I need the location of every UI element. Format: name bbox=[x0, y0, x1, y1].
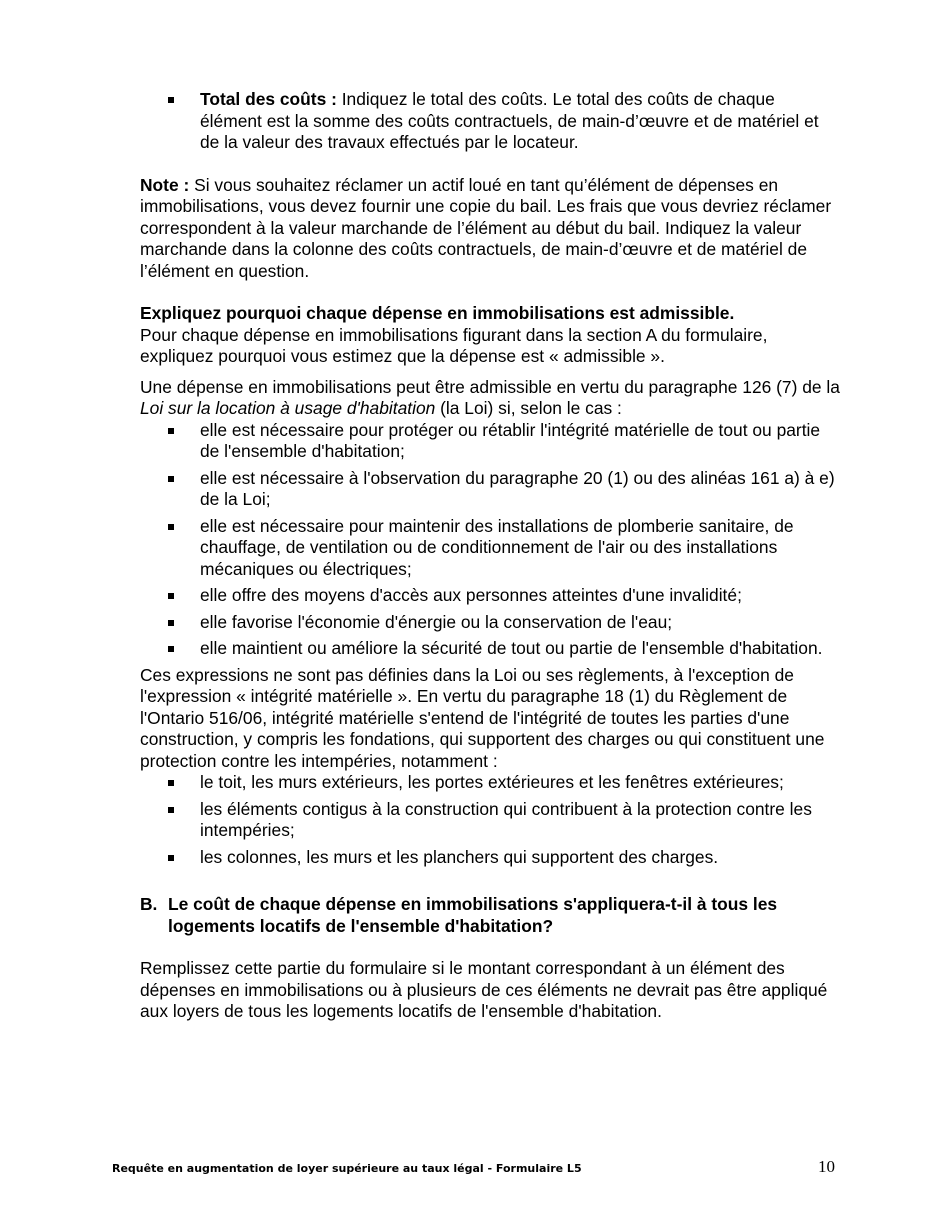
section-b-text: Remplissez cette partie du formulaire si le montant correspondant à un élément des dépenses en immobilisations ou à plusieurs de ces éléments ne devrait pas être appliqué aux loyers de tous les logements locatifs de l'ensemble d'habitation. bbox=[140, 958, 828, 1021]
list-item: elle est nécessaire pour protéger ou rétablir l'intégrité matérielle de tout ou partie de l'ensemble d'habitation; bbox=[140, 420, 840, 463]
list-item: les éléments contigus à la construction qui contribuent à la protection contre les intempéries; bbox=[140, 799, 840, 842]
list-item: elle favorise l'économie d'énergie ou la conservation de l'eau; bbox=[140, 612, 840, 634]
section-b-title: Le coût de chaque dépense en immobilisations s'appliquera-t-il à tous les logements locatifs de l'ensemble d'habitation? bbox=[168, 894, 778, 936]
eligible-intro-after: (la Loi) si, selon le cas : bbox=[435, 398, 622, 418]
integrity-paragraph: Ces expressions ne sont pas définies dans la Loi ou ses règlements, à l'exception de l'expression « intégrité matérielle ». En vertu du paragraphe 18 (1) du Règlement de l'Ontario 516/06, intégrité matérielle s'entend de l'intégrité de toutes les parties d'une construction, y compris les fondations, qui supportent des charges ou qui constituent une protection contre les intempéries, notamment : bbox=[140, 664, 825, 771]
eligible-list bbox=[140, 420, 840, 660]
integrity-list bbox=[140, 772, 840, 868]
list-item: le toit, les murs extérieurs, les portes extérieures et les fenêtres extérieures; bbox=[140, 772, 840, 794]
section-b-heading bbox=[140, 894, 840, 937]
list-item: elle maintient ou améliore la sécurité de tout ou partie de l'ensemble d'habitation. bbox=[140, 638, 840, 660]
total-costs-list bbox=[140, 89, 840, 154]
law-title: Loi sur la location à usage d'habitation bbox=[140, 398, 436, 418]
document-body bbox=[140, 89, 840, 1023]
page-number: 10 bbox=[818, 1157, 835, 1176]
list-item: elle est nécessaire à l'observation du paragraphe 20 (1) ou des alinéas 161 a) à e) de la Loi; bbox=[140, 468, 840, 511]
note-paragraph bbox=[140, 175, 840, 283]
list-item bbox=[140, 89, 840, 154]
eligible-intro bbox=[140, 377, 840, 420]
total-costs-text: Indiquez le total des coûts. Le total des coûts de chaque élément est la somme des coûts contractuels, de main-d’œuvre et de matériel et de la valeur des travaux effectués par le locateur. bbox=[200, 89, 819, 152]
eligible-intro-before: Une dépense en immobilisations peut être admissible en vertu du paragraphe 126 (7) de la bbox=[140, 376, 840, 397]
total-costs-label: Total des coûts : bbox=[200, 89, 337, 109]
list-item: elle est nécessaire pour maintenir des installations de plomberie sanitaire, de chauffage, de ventilation ou de conditionnement de l'air ou des installations mécaniques ou électriques; bbox=[140, 516, 840, 581]
footer-title: Requête en augmentation de loyer supérieure au taux légal - Formulaire L5 bbox=[112, 1162, 582, 1175]
note-label: Note : bbox=[140, 174, 190, 195]
note-text: Si vous souhaitez réclamer un actif loué en tant qu’élément de dépenses en immobilisations, vous devez fournir une copie du bail. Les frais que vous devriez réclamer correspondent à la valeur marchande de l’élément au début du bail. Indiquez la valeur marchande dans la colonne des coûts contractuels, de main-d’œuvre et de matériel de l’élément en question. bbox=[140, 174, 832, 281]
list-item: elle offre des moyens d'accès aux personnes atteintes d'une invalidité; bbox=[140, 585, 840, 607]
section-letter: B. bbox=[140, 894, 158, 914]
explain-heading: Expliquez pourquoi chaque dépense en immobilisations est admissible. bbox=[140, 303, 735, 323]
list-item: les colonnes, les murs et les planchers qui supportent des charges. bbox=[140, 847, 840, 869]
explain-text: Pour chaque dépense en immobilisations figurant dans la section A du formulaire, expliquez pourquoi vous estimez que la dépense est « admissible ». bbox=[140, 324, 768, 366]
